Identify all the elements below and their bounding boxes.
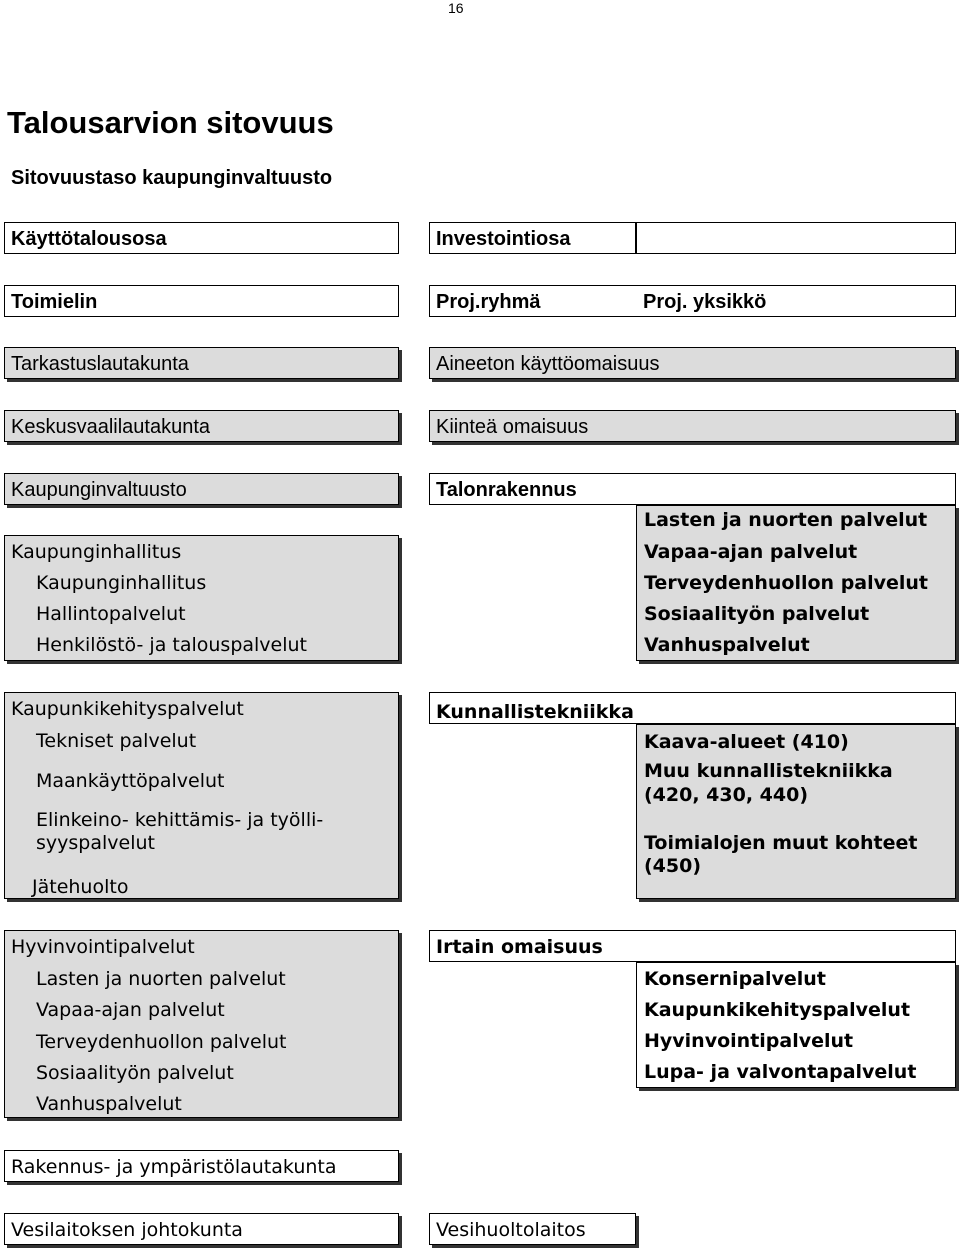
irtain-title: Irtain omaisuus [436, 936, 603, 958]
kaupunginhallitus-title: Kaupunginhallitus [11, 541, 182, 563]
kiintea-label: Kiinteä omaisuus [436, 416, 589, 438]
irtain-item: Hyvinvointipalvelut [644, 1030, 854, 1052]
vesilaitos-box [4, 1213, 399, 1245]
talonrakennus-box [429, 473, 956, 505]
page-number: 16 [448, 0, 464, 16]
hyvinvointi-item: Lasten ja nuorten palvelut [36, 968, 286, 990]
vesihuoltolaitos-label: Vesihuoltolaitos [436, 1219, 586, 1241]
hallintopalvelut-item: Hallintopalvelut [36, 603, 186, 625]
toimielin-box [4, 285, 399, 317]
talonrakennus-item: Lasten ja nuorten palvelut [644, 509, 928, 531]
keskusvaalilautakunta-box [4, 410, 399, 442]
rakennus-box [4, 1150, 399, 1182]
elinkeino-item-line2: syyspalvelut [36, 832, 155, 854]
talonrakennus-item: Vanhuspalvelut [644, 634, 810, 656]
hyvinvointipalvelut-box [4, 930, 399, 1118]
kaupunkikehityspalvelut-title: Kaupunkikehityspalvelut [11, 698, 244, 720]
proj-ryhma-label: Proj.ryhmä [436, 291, 541, 313]
kaupunginvaltuusto-label: Kaupunginvaltuusto [11, 479, 187, 501]
talonrakennus-item: Sosiaalityön palvelut [644, 603, 870, 625]
vesilaitos-label: Vesilaitoksen johtokunta [11, 1219, 243, 1241]
page-subtitle: Sitovuustaso kaupunginvaltuusto [11, 167, 333, 189]
hyvinvointipalvelut-title: Hyvinvointipalvelut [11, 936, 195, 958]
hyvinvointi-item: Terveydenhuollon palvelut [36, 1031, 287, 1053]
kayttotalousosa-label: Käyttötalousosa [11, 228, 167, 250]
kayttotalousosa-box [4, 222, 399, 254]
hyvinvointi-item: Sosiaalityön palvelut [36, 1062, 234, 1084]
kaupunkikehityspalvelut-box [4, 692, 399, 899]
jatehuolto-item: Jätehuolto [32, 876, 129, 898]
toimialojen-muut-item-line2: (450) [644, 855, 702, 877]
talonrakennus-item: Terveydenhuollon palvelut [644, 572, 929, 594]
vesihuoltolaitos-box [429, 1213, 636, 1245]
elinkeino-item-line1: Elinkeino- kehittämis- ja työlli- [36, 809, 324, 831]
kaava-alueet-item: Kaava-alueet (410) [644, 731, 849, 753]
irtain-box [429, 930, 956, 962]
irtain-items-box [636, 962, 956, 1088]
maankaytto-item: Maankäyttöpalvelut [36, 770, 225, 792]
toimielin-label: Toimielin [11, 291, 98, 313]
page-title: Talousarvion sitovuus [7, 105, 334, 140]
aineeton-box [429, 347, 956, 379]
muu-kunnallistekniikka-item-line1: Muu kunnallistekniikka [644, 760, 893, 782]
hyvinvointi-item: Vapaa-ajan palvelut [36, 999, 225, 1021]
talonrakennus-item: Vapaa-ajan palvelut [644, 541, 858, 563]
aineeton-label: Aineeton käyttöomaisuus [436, 353, 660, 375]
henkilosto-item: Henkilöstö- ja talouspalvelut [36, 634, 308, 656]
tekniset-palvelut-item: Tekniset palvelut [36, 730, 197, 752]
keskusvaalilautakunta-label: Keskusvaalilautakunta [11, 416, 211, 438]
kiintea-box [429, 410, 956, 442]
kaupunginvaltuusto-box [4, 473, 399, 505]
kunnallistekniikka-box [429, 692, 956, 724]
irtain-item: Konsernipalvelut [644, 968, 826, 990]
muu-kunnallistekniikka-item-line2: (420, 430, 440) [644, 784, 809, 806]
talonrakennus-items-box [636, 505, 956, 661]
kunnallistekniikka-items-box [636, 724, 956, 899]
toimialojen-muut-item-line1: Toimialojen muut kohteet [644, 832, 918, 854]
investointiosa-label: Investointiosa [436, 228, 571, 250]
tarkastuslautakunta-label: Tarkastuslautakunta [11, 353, 189, 375]
investointiosa-box [429, 222, 636, 254]
irtain-item: Kaupunkikehityspalvelut [644, 999, 911, 1021]
hyvinvointi-item: Vanhuspalvelut [36, 1093, 182, 1115]
proj-ryhma-box [429, 285, 956, 317]
kaupunginhallitus-item: Kaupunginhallitus [36, 572, 207, 594]
investointiosa-empty-box [636, 222, 956, 254]
rakennus-label: Rakennus- ja ympäristölautakunta [11, 1156, 337, 1178]
kaupunginhallitus-box [4, 535, 399, 661]
talonrakennus-title: Talonrakennus [436, 479, 577, 501]
irtain-item: Lupa- ja valvontapalvelut [644, 1061, 917, 1083]
proj-yksikko-label: Proj. yksikkö [643, 291, 767, 313]
tarkastuslautakunta-box [4, 347, 399, 379]
kunnallistekniikka-title: Kunnallistekniikka [436, 701, 634, 723]
